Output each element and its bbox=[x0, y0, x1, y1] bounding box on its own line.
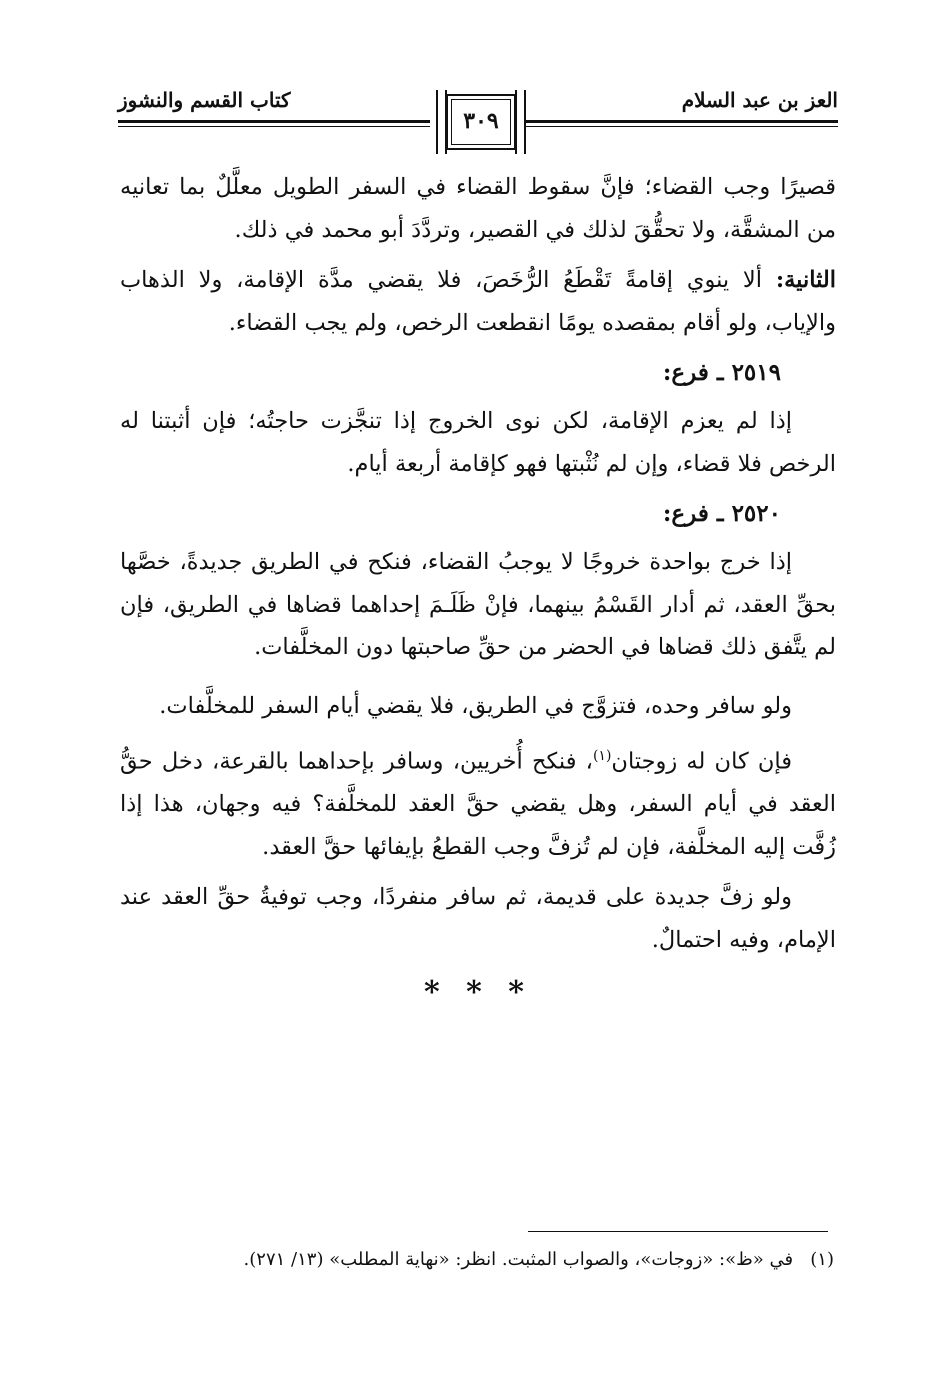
paragraph-travel-alone: ولو سافر وحده، فتزوَّج في الطريق، فلا يقضي أيام السفر للمخلَّفات. bbox=[159, 692, 792, 719]
running-header bbox=[118, 78, 838, 158]
header-rule-left bbox=[118, 120, 430, 123]
footnote-text: في «ظ»: «زوجات»، والصواب المثبت. انظر: «نهاية المطلب» (١٣/ ٢٧١). bbox=[243, 1249, 794, 1270]
section-separator-stars: * * * bbox=[424, 975, 532, 1010]
paragraph-new-wife: ولو زفَّ جديدة على قديمة، ثم سافر منفردًا، وجب توفيةُ حقِّ العقد عند الإمام، وفيه احتمالٌ. bbox=[120, 884, 836, 953]
footnote-reference[interactable]: (١) bbox=[592, 748, 612, 764]
paragraph-lead: الثانية: bbox=[775, 267, 836, 293]
footnote-marker: (١) bbox=[810, 1249, 834, 1270]
footnote-rule bbox=[528, 1231, 828, 1232]
header-rule-right bbox=[526, 120, 838, 123]
paragraph-second-case bbox=[120, 259, 836, 344]
page-number: ٣٠٩ bbox=[463, 108, 499, 134]
paragraph-two-wives bbox=[120, 735, 836, 868]
header-book-title: كتاب القسم والنشوز bbox=[118, 88, 291, 112]
paragraph-2519: إذا لم يعزم الإقامة، لكن نوى الخروج إذا تنجَّزت حاجتُه؛ فإن أثبتنا له الرخص فلا قضاء، وإن لم نُثْبتها فهو كإقامة أربعة أيام. bbox=[120, 408, 836, 477]
paragraph-text: ألا ينوي إقامةً تَقْطَعُ الرُّخَصَ، فلا يقضي مدَّة الإقامة، ولا الذهاب والإياب، ولو أقام بمقصده يومًا انقطعت الرخص، ولم يجب القضاء. bbox=[120, 267, 836, 336]
paragraph-2520: إذا خرج بواحدة خروجًا لا يوجبُ القضاء، فنكح في الطريق جديدةً، خصَّها بحقِّ العقد، ثم أدار القَسْمُ بينهما، فإنْ ظَلَـمَ إحداهما قضاها في الطريق، فإن لم يتَّفق ذلك قضاها في الحضر من حقِّ صاحبتها دون المخلَّفات. bbox=[120, 549, 836, 660]
paragraph-text-b: ، فنكح أُخريين، وسافر بإحداهما بالقرعة، دخل حقُّ العقد في أيام السفر، وهل يقضي حقَّ العقد للمخلَّفة؟ فيه وجهان، هذا إذا زُفَّت إليه المخلَّفة، فإن لم تُزفَّ وجب القطعُ بإيفائها حقَّ العقد. bbox=[120, 748, 836, 860]
header-author: العز بن عبد السلام bbox=[681, 88, 838, 112]
footnote bbox=[120, 1244, 834, 1276]
header-rule-right-thin bbox=[526, 126, 838, 127]
page-body bbox=[120, 166, 836, 1010]
header-rule-left-thin bbox=[118, 126, 430, 127]
page-number-frame bbox=[436, 90, 526, 154]
section-heading-2519: ٢٥١٩ ـ فرع: bbox=[662, 359, 781, 386]
paragraph-text-a: فإن كان له زوجتان bbox=[611, 748, 792, 775]
paragraph-continuation: قصيرًا وجب القضاء؛ فإنَّ سقوط القضاء في السفر الطويل معلَّلٌ بما تعانيه من المشقَّة، ولا تحقُّقَ لذلك في القصير، وتردَّدَ أبو محمد في ذلك. bbox=[120, 174, 836, 243]
section-heading-2520: ٢٥٢٠ ـ فرع: bbox=[662, 500, 781, 527]
